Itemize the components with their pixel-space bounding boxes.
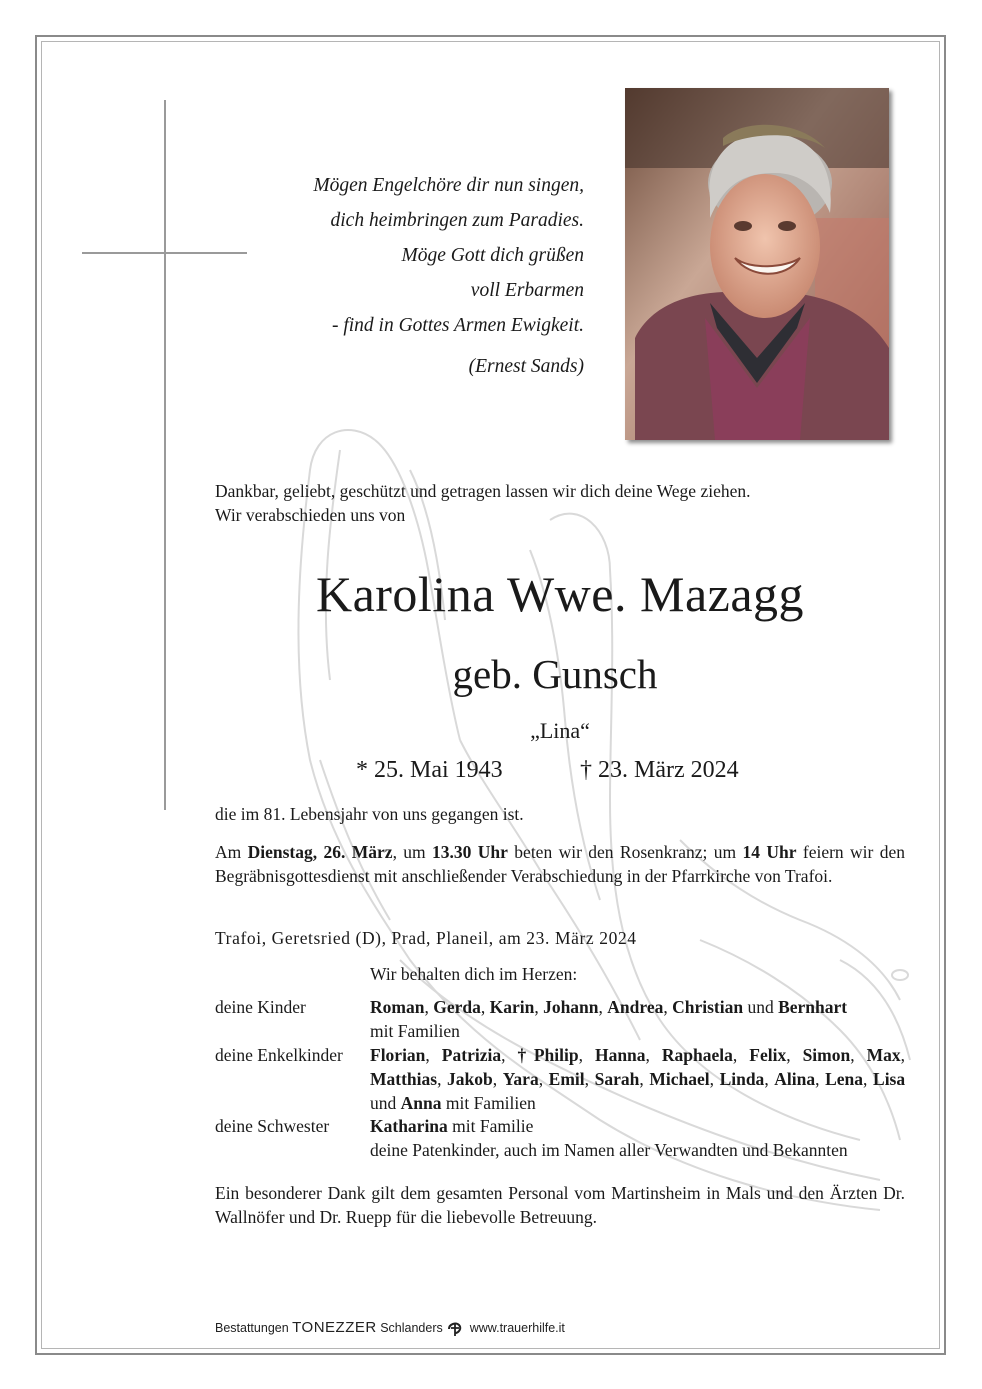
and-word: und [747,997,774,1017]
godchildren-line: deine Patenkinder, auch im Namen aller Verwandten und Bekannten [370,1140,848,1160]
grandchild-name: Raphaela [661,1045,733,1065]
service-text-part: beten wir den Rosenkranz; um [507,842,743,862]
footer-company: TONEZZER [292,1319,377,1336]
grandchild-name: Yara [502,1069,539,1089]
sister-names [370,1114,905,1162]
service-text-part: Am [215,842,248,862]
birth-name: geb. Gunsch [452,651,658,697]
children-suffix: mit Familien [370,1021,460,1041]
sister-name: Katharina [370,1116,448,1136]
grandchild-name: Max [866,1045,901,1065]
poem-line: dich heimbringen zum Paradies. [330,210,584,231]
place-date: Trafoi, Geretsried (D), Prad, Planeil, am 23. März 2024 [215,928,637,948]
footer-town: Schlanders [380,1321,443,1335]
grandchild-name: Matthias [370,1069,438,1089]
grandchild-name: Lena [825,1069,864,1089]
intro-line: Wir verabschieden uns von [215,505,406,525]
sister-suffix: mit Familie [452,1116,534,1136]
poem-line: Mögen Engelchöre dir nun singen, [313,175,584,196]
intro-text [215,479,905,527]
grandchild-name: Florian [370,1045,426,1065]
hearts-line: Wir behalten dich im Herzen: [370,964,578,984]
nickname: „Lina“ [530,718,590,743]
grandchild-name: Jakob [447,1069,493,1089]
death-date: † 23. März 2024 [580,757,739,783]
poem-block [313,168,584,384]
grandchild-name: †Philip [517,1045,579,1065]
trauerhilfe-logo-icon [446,1321,466,1335]
intro-line: Dankbar, geliebt, geschützt und getragen lassen wir dich deine Wege ziehen. [215,481,751,501]
grandchild-name: Felix [749,1045,787,1065]
poem-line: voll Erbarmen [470,280,584,301]
grandchild-name: Sarah [594,1069,640,1089]
mass-time: 14 Uhr [742,842,797,862]
poem-line: - find in Gottes Armen Ewigkeit. [331,315,584,336]
grandchildren-label: deine Enkelkinder [215,1045,343,1065]
cross-horizontal-line [82,252,247,254]
child-name: Christian [672,997,744,1017]
grandchild-name: Lisa [873,1069,906,1089]
grandchild-name: Alina [774,1069,816,1089]
service-text-part: , um [392,842,433,862]
grandchildren-suffix: mit Familien [445,1093,536,1113]
service-text-part: feiern wir den Begräbnisgottesdienst mit anschließender Verabschiedung in der Pfarrkirche von Trafoi. [215,842,906,886]
grandchild-name: Emil [548,1069,585,1089]
grandchild-name: Patrizia [441,1045,502,1065]
service-text [215,840,905,888]
child-name: Gerda [433,997,481,1017]
grandchild-name: Michael [649,1069,710,1089]
footer-prefix: Bestattungen [215,1321,289,1335]
thanks-text: Ein besonderer Dank gilt dem gesamten Personal vom Martinsheim in Mals und den Ärzten Dr. Wallnöfer und Dr. Ruepp für die liebevolle Betreuung. [215,1183,905,1227]
rosary-time: 13.30 Uhr [432,842,508,862]
children-names: Roman, Gerda, Karin, Johann, Andrea, Christian und Bernhart mit Familien [370,997,848,1041]
child-name: Andrea [607,997,664,1017]
deceased-name: Karolina Wwe. Mazagg [315,566,805,622]
child-name: Karin [489,997,535,1017]
grandchild-name: Hanna [594,1045,646,1065]
children-label: deine Kinder [215,997,306,1017]
sister-label: deine Schwester [215,1116,330,1136]
service-day: Dienstag, 26. März [247,842,393,862]
child-name: Johann [543,997,599,1017]
grandchild-name: Linda [719,1069,765,1089]
grandchild-name: Anna [400,1093,442,1113]
grandchild-name: Simon [802,1045,851,1065]
and-word: und [370,1093,397,1113]
poem-author: (Ernest Sands) [468,356,584,377]
child-name: Bernhart [778,997,848,1017]
funeral-home-footer [215,1319,565,1337]
age-line: die im 81. Lebensjahr von uns gegangen ist. [215,804,524,824]
poem-line: Möge Gott dich grüßen [401,245,584,266]
birth-date: * 25. Mai 1943 [356,757,503,783]
grandchildren-names: Florian, Patrizia, †Philip, Hanna, Raphaela, Felix, Simon, Max, Matthias, Jakob, Yara, Emil, Sarah, Michael, Linda, Alina, Lena, Lisa und Anna mit Familien [370,1045,906,1113]
portrait-photo [625,88,889,440]
footer-url[interactable]: www.trauerhilfe.it [469,1321,565,1335]
cross-vertical-line [164,100,166,810]
child-name: Roman [370,997,425,1017]
